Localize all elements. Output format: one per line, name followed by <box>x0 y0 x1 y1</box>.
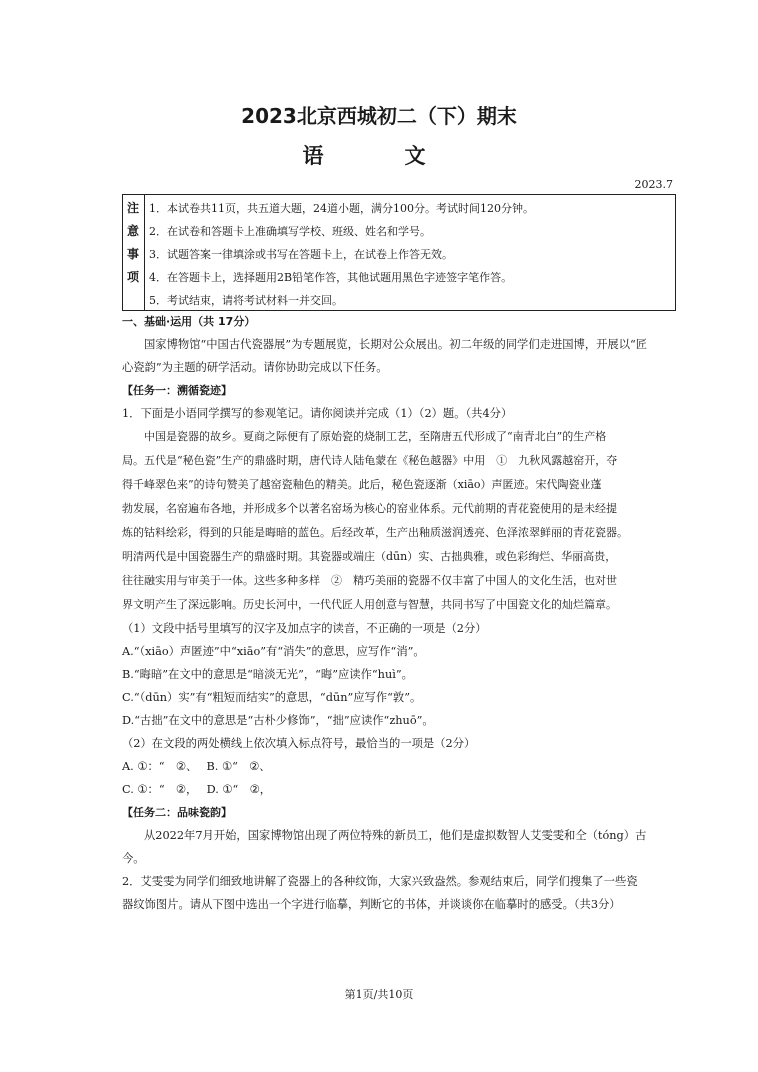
passage-line: 往往融实用与审美于一体。这些多种多样 ② 精巧美丽的瓷器不仅丰富了中国人的文化生活，也对世 <box>122 574 617 587</box>
options-2-row2: C. ①：“ ②， D. ①“ ②， <box>122 783 272 796</box>
notice-item: 5．考试结束，请将考试材料一并交回。 <box>149 294 343 307</box>
notice-item: 3．试题答案一律填涂或书写在答题卡上，在试卷上作答无效。 <box>149 248 453 261</box>
task1-heading: 【任务一：溯循瓷迹】 <box>122 384 232 397</box>
notice-label-char: 项 <box>127 270 140 284</box>
task2-heading: 【任务二：品味瓷韵】 <box>122 806 232 819</box>
passage-line: 勃发展，名窑遍布各地，并形成多个以著名窑场为核心的窑业体系。元代前期的青花瓷使用的是未经提 <box>122 502 617 515</box>
notice-box <box>122 194 676 311</box>
section-intro-line: 国家博物馆“中国古代瓷器展”为专题展览，长期对公众展出。初二年级的同学们走进国博，开展以“匠 <box>144 338 648 351</box>
passage-line: 局。五代是“秘色瓷”生产的鼎盛时期，唐代诗人陆龟蒙在《秘色越器》中用 ① 九秋风露越窑开，夺 <box>122 454 618 467</box>
sub-question-2: （2）在文段的两处横线上依次填入标点符号，最恰当的一项是（2分） <box>122 737 476 750</box>
option-1b: B.“晦暗”在文中的意思是“暗淡无光”，“晦”应读作“huì”。 <box>122 668 413 681</box>
task2-intro-line: 从2022年7月开始，国家博物馆出现了两位特殊的新员工，他们是虚拟数智人艾雯雯和仝（tóng）古 <box>144 829 647 842</box>
option-1d: D.“古拙”在文中的意思是“古朴少修饰”，“拙”应读作“zhuō”。 <box>122 714 434 727</box>
passage-line: 中国是瓷器的故乡。夏商之际便有了原始瓷的烧制工艺，至隋唐五代形成了“南青北白”的生产格 <box>144 430 607 443</box>
question-2-line: 2．艾雯雯为同学们细致地讲解了瓷器上的各种纹饰，大家兴致盎然。参观结束后，同学们搜集了一些瓷 <box>122 875 638 888</box>
question-2-line: 器纹饰图片。请从下图中选出一个字进行临摹，判断它的书体，并谈谈你在临摹时的感受。（共3分） <box>122 898 621 911</box>
notice-item: 4．在答题卡上，选择题用2B铅笔作答，其他试题用黑色字迹签字笔作答。 <box>149 271 513 284</box>
option-1a: A.“（xiāo）声匿迹”中“xiāo”有“消失”的意思，应写作“消”。 <box>122 645 425 658</box>
passage-line: 界文明产生了深远影响。历史长河中，一代代匠人用创意与智慧，共同书写了中国瓷文化的灿烂篇章。 <box>122 598 617 611</box>
exam-title: 2023北京西城初二（下）期末 <box>241 104 517 128</box>
notice-label-char: 注 <box>127 201 140 215</box>
notice-item: 2．在试卷和答题卡上准确填写学校、班级、姓名和学号。 <box>149 225 431 238</box>
sub-question-1: （1）文段中括号里填写的汉字及加点字的读音，不正确的一项是（2分） <box>122 622 487 635</box>
notice-label-column <box>123 195 145 310</box>
passage-line: 炼的钴料绘彩，得到的只能是晦暗的蓝色。后经改革，生产出釉质滋润透亮、色泽浓翠鲜丽的青花瓷器。 <box>122 526 628 539</box>
question-1: 1．下面是小语同学撰写的参观笔记。请你阅读并完成（1）（2）题。（共4分） <box>122 407 513 420</box>
subject-title: 语 文 <box>302 143 456 168</box>
notice-label-char: 意 <box>127 224 140 238</box>
options-2-row1: A. ①：“ ②、 B. ①“ ②、 <box>122 760 271 773</box>
exam-date: 2023.7 <box>634 178 673 191</box>
task2-intro-line: 今。 <box>122 852 145 865</box>
notice-item: 1．本试卷共11页，共五道大题，24道小题，满分100分。考试时间120分钟。 <box>149 202 534 215</box>
notice-label-char: 事 <box>127 247 140 261</box>
section-heading: 一、基础·运用（共 17分） <box>122 315 256 328</box>
passage-line: 明清两代是中国瓷器生产的鼎盛时期。其瓷器或端庄（dūn）实、古拙典雅，或色彩绚烂、华丽高贵， <box>122 550 617 563</box>
option-1c: C.“（dūn）实”有“粗短而结实”的意思，“dūn”应写作“敦”。 <box>122 691 422 704</box>
section-intro-line: 心瓷韵”为主题的研学活动。请你协助完成以下任务。 <box>122 361 388 374</box>
page-footer: 第1页/共10页 <box>344 988 414 1001</box>
passage-line: 得千峰翠色来”的诗句赞美了越窑瓷釉色的精美。此后，秘色瓷逐渐（xiāo）声匿迹。宋代陶瓷业蓬 <box>122 478 602 491</box>
